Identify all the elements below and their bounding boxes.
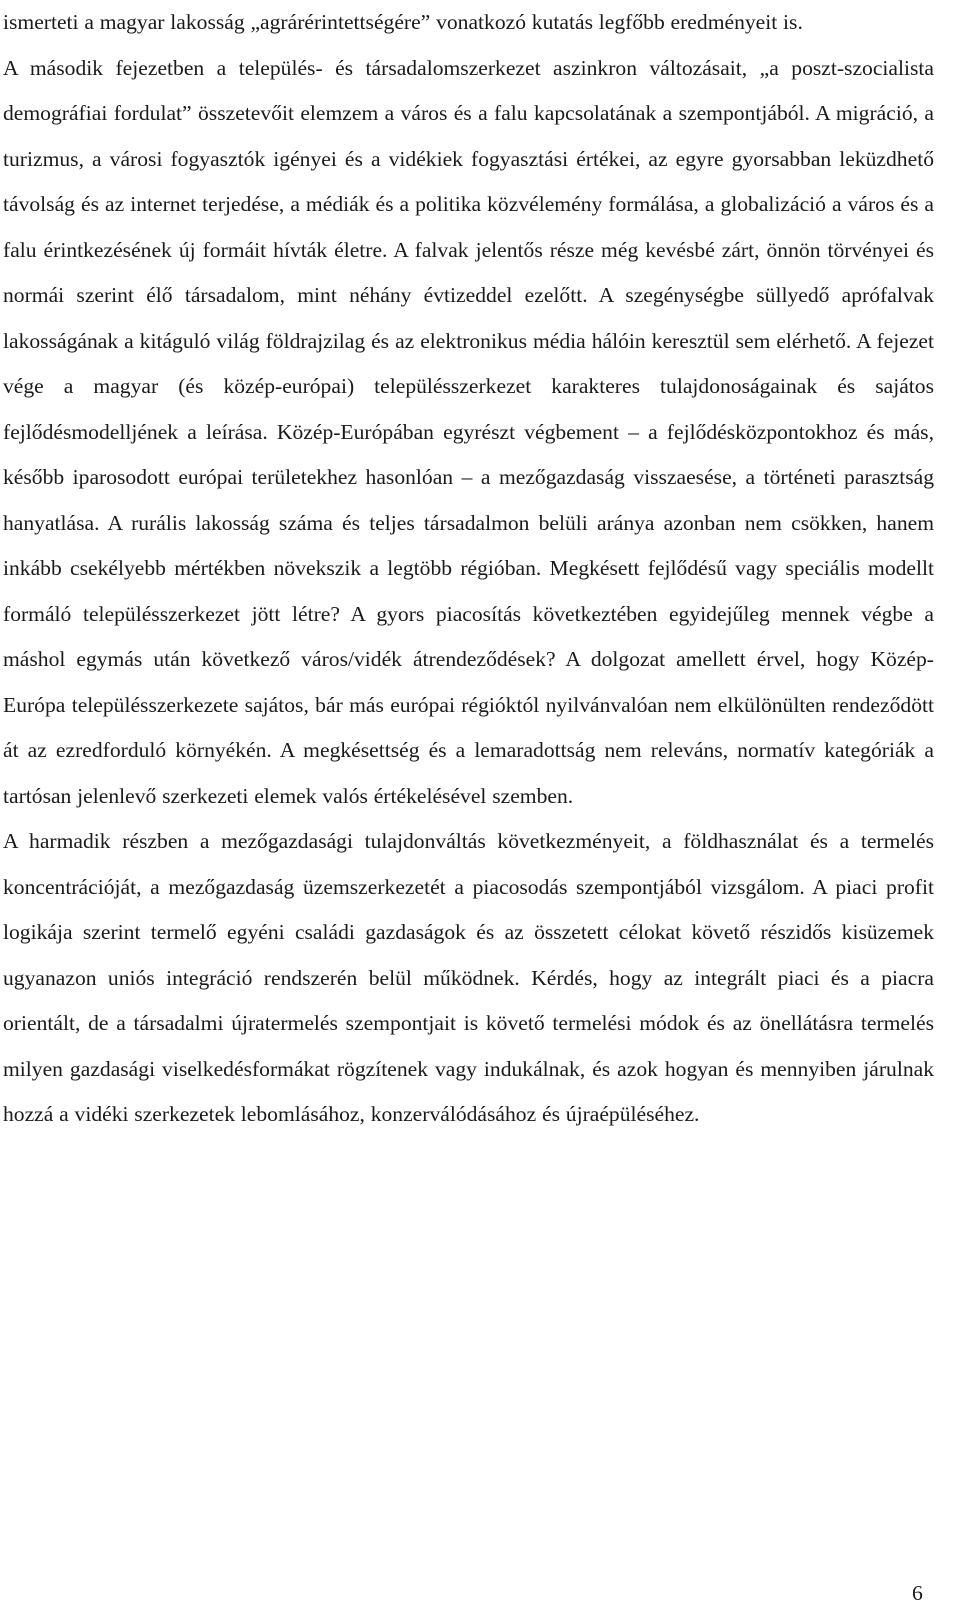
body-text	[3, 0, 934, 1138]
paragraph-second-chapter: A második fejezetben a település- és társadalomszerkezet aszinkron változásait, „a poszt-szocialista demográfiai fordulat” összetevőit elemzem a város és a falu kapcsolatának a szempontjából. A migráció, a turizmus, a városi fogyasztók igényei és a vidékiek fogyasztási értékei, az egyre gyorsabban leküzdhető távolság és az internet terjedése, a médiák és a politika közvélemény formálása, a globalizáció a város és a falu érintkezésének új formáit hívták életre. A falvak jelentős része még kevésbé zárt, önnön törvényei és normái szerint élő társadalom, mint néhány évtizeddel ezelőtt. A szegénységbe süllyedő aprófalvak lakosságának a kitáguló világ földrajzilag és az elektronikus média hálóin keresztül sem elérhető. A fejezet vége a magyar (és közép-európai) településszerkezet karakteres tulajdonoságainak és sajátos fejlődésmodelljének a leírása. Közép-Európában egyrészt végbement – a fejlődésközpontokhoz és más, később iparosodott európai területekhez hasonlóan – a mezőgazdaság visszaesése, a történeti parasztság hanyatlása. A rurális lakosság száma és teljes társadalmon belüli aránya azonban nem csökken, hanem inkább csekélyebb mértékben növekszik a legtöbb régióban. Megkésett fejlődésű vagy speciális modellt formáló településszerkezet jött létre? A gyors piacosítás következtében egyidejűleg mennek végbe a máshol egymás után következő város/vidék átrendeződések? A dolgozat amellett érvel, hogy Közép-Európa településszerkezete sajátos, bár más európai régióktól nyilvánvalóan nem elkülönülten rendeződött át az ezredforduló környékén. A megkésettség és a lemaradottság nem releváns, normatív kategóriák a tartósan jelenlevő szerkezeti elemek valós értékelésével szemben.	[3, 55, 934, 808]
page-number: 6	[912, 1581, 923, 1605]
paragraph-third-part: A harmadik részben a mezőgazdasági tulajdonváltás következményeit, a földhasználat és a termelés koncentrációját, a mezőgazdaság üzemszerkezetét a piacosodás szempontjából vizsgálom. A piaci profit logikája szerint termelő egyéni családi gazdaságok és az összetett célokat követő részidős kisüzemek ugyanazon uniós integráció rendszerén belül működnek. Kérdés, hogy az integrált piaci és a piacra orientált, de a társadalmi újratermelés szempontjait is követő termelési módok és az önellátásra termelés milyen gazdasági viselkedésformákat rögzítenek vagy indukálnak, és azok hogyan és mennyiben járulnak hozzá a vidéki szerkezetek lebomlásához, konzerválódásához és újraépüléséhez.	[3, 829, 934, 1126]
paragraph-intro-continuation: ismerteti a magyar lakosság „agrárérintettségére” vonatkozó kutatás legfőbb eredményeit is.	[3, 10, 803, 34]
